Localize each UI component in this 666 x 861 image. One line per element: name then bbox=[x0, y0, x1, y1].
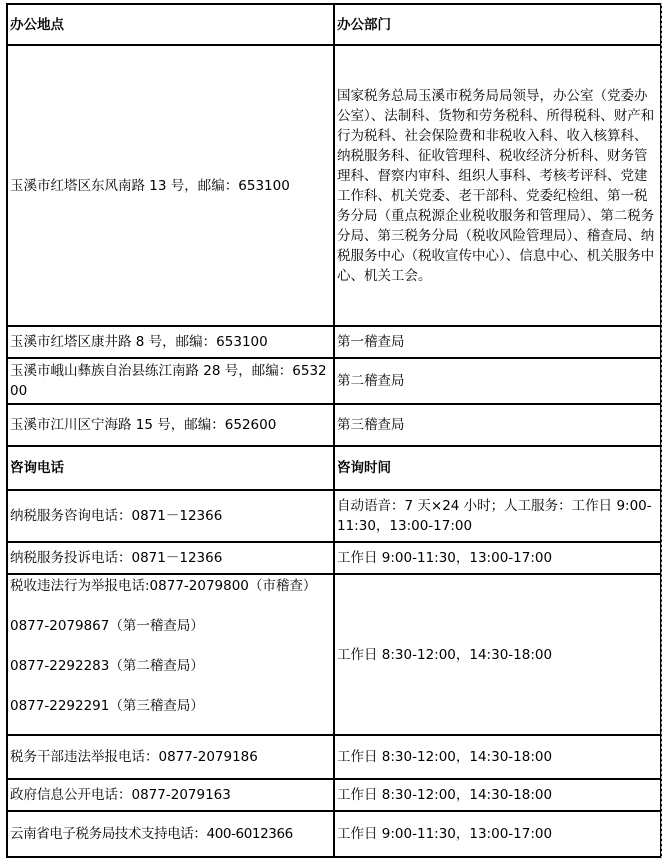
office-row bbox=[7, 45, 661, 326]
department-cell: 第三稽查局 bbox=[334, 404, 661, 446]
phone-cell: 纳税服务咨询电话：0871－12366 bbox=[7, 490, 334, 542]
phone-cell: 纳税服务投诉电话：0871－12366 bbox=[7, 542, 334, 574]
location-header: 办公地点 bbox=[7, 4, 334, 45]
phone-header: 咨询电话 bbox=[7, 446, 334, 490]
department-cell: 第一稽查局 bbox=[334, 326, 661, 358]
office-header-row bbox=[7, 4, 661, 45]
contact-row bbox=[7, 811, 661, 857]
hours-cell: 工作日 8:30-12:00，14:30-18:00 bbox=[334, 735, 661, 779]
office-row bbox=[7, 358, 661, 404]
department-cell: 国家税务总局玉溪市税务局局领导，办公室（党委办公室）、法制科、货物和劳务税科、所得税科、财产和行为税科、社会保险费和非税收入科、收入核算科、纳税服务科、征收管理科、税收经济分析科、财务管理科、督察内审科、组织人事科、考核考评科、党建工作科、机关党委、老干部科、党委纪检组、第一税务分局（重点税源企业税收服务和管理局）、第二税务分局、第三税务分局（税收风险管理局）、稽查局、纳税服务中心（税收宣传中心）、信息中心、机关服务中心、机关工会。 bbox=[334, 45, 661, 326]
hours-cell: 工作日 9:00-11:30，13:00-17:00 bbox=[334, 811, 661, 857]
contact-row bbox=[7, 490, 661, 542]
location-cell: 玉溪市红塔区东风南路 13 号，邮编：653100 bbox=[7, 45, 334, 326]
contact-header-row bbox=[7, 446, 661, 490]
hours-cell: 工作日 8:30-12:00，14:30-18:00 bbox=[334, 779, 661, 811]
contact-row bbox=[7, 574, 661, 735]
office-row bbox=[7, 404, 661, 446]
phone-cell: 税务干部违法举报电话：0877-2079186 bbox=[7, 735, 334, 779]
location-cell: 玉溪市红塔区康井路 8 号，邮编：653100 bbox=[7, 326, 334, 358]
hours-cell: 自动语音：7 天×24 小时；人工服务：工作日 9:00-11:30，13:00-17:00 bbox=[334, 490, 661, 542]
department-header: 办公部门 bbox=[334, 4, 661, 45]
phone-cell: 政府信息公开电话：0877-2079163 bbox=[7, 779, 334, 811]
department-cell: 第二稽查局 bbox=[334, 358, 661, 404]
hours-cell: 工作日 8:30-12:00，14:30-18:00 bbox=[334, 574, 661, 735]
contact-row bbox=[7, 779, 661, 811]
hours-cell: 工作日 9:00-11:30，13:00-17:00 bbox=[334, 542, 661, 574]
hours-header: 咨询时间 bbox=[334, 446, 661, 490]
phone-line: 0877-2292283（第二稽查局） bbox=[10, 658, 204, 674]
contact-row bbox=[7, 542, 661, 574]
phone-line: 0877-2292291（第三稽查局） bbox=[10, 698, 204, 714]
phone-line: 0877-2079867（第一稽查局） bbox=[10, 618, 204, 634]
phone-cell-multiline bbox=[7, 574, 334, 735]
page-edge-divider bbox=[661, 3, 662, 859]
contact-row bbox=[7, 735, 661, 779]
location-cell: 玉溪市江川区宁海路 15 号，邮编：652600 bbox=[7, 404, 334, 446]
location-cell: 玉溪市峨山彝族自治县练江南路 28 号，邮编：653200 bbox=[7, 358, 334, 404]
office-row bbox=[7, 326, 661, 358]
phone-line: 税收违法行为举报电话:0877-2079800（市稽查） bbox=[10, 578, 317, 594]
phone-cell: 云南省电子税务局技术支持电话：400-6012366 bbox=[7, 811, 334, 857]
tax-bureau-info-table bbox=[6, 3, 662, 858]
